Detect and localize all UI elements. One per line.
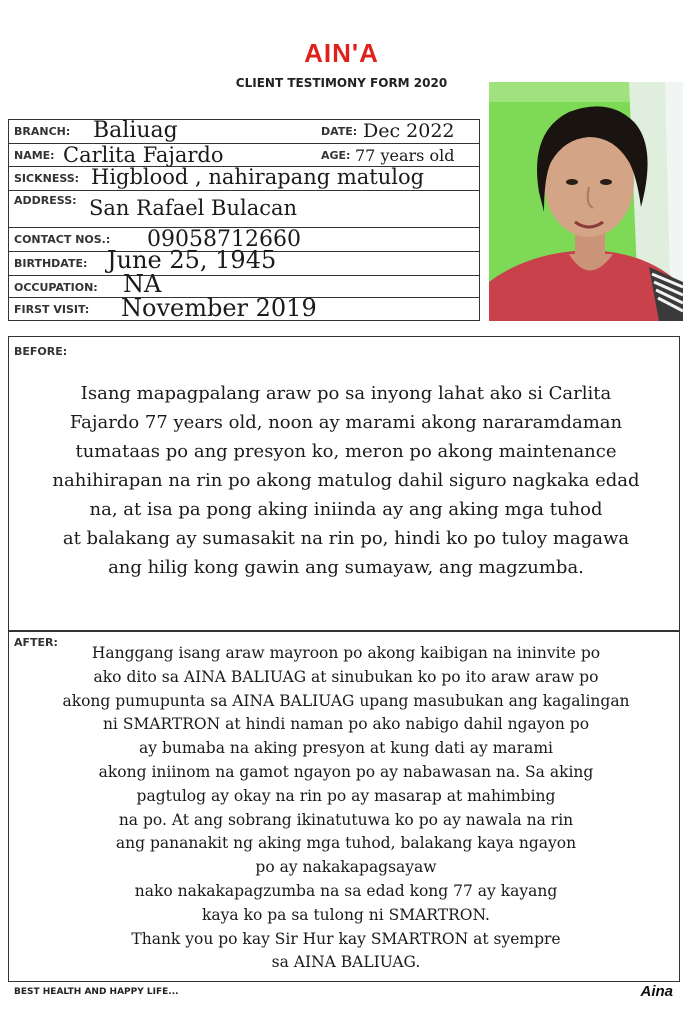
before-text bbox=[1, 379, 683, 582]
date-label: DATE: bbox=[321, 125, 358, 138]
sickness-value: Higblood , nahirapang matulog bbox=[91, 165, 425, 189]
after-line: na po. At ang sobrang ikinatutuwa ko po ay nawala na rin bbox=[118, 810, 574, 829]
after-line: ang pananakit ng aking mga tuhod, balakang kaya ngayon bbox=[115, 834, 577, 853]
occupation-label: OCCUPATION: bbox=[14, 281, 98, 294]
after-line: Thank you po kay Sir Hur kay SMARTRON at syempre bbox=[131, 929, 561, 948]
before-section bbox=[8, 336, 680, 632]
date-value: Dec 2022 bbox=[363, 120, 455, 142]
first-visit-label: FIRST VISIT: bbox=[14, 303, 90, 316]
name-value: Carlita Fajardo bbox=[63, 143, 224, 167]
after-text bbox=[1, 642, 683, 975]
row-first-visit bbox=[9, 294, 479, 322]
after-line: akong iniinom na gamot ngayon po ay nabawasan na. Sa aking bbox=[98, 762, 594, 781]
footer-tagline: BEST HEALTH AND HAPPY LIFE... bbox=[14, 987, 179, 997]
before-line: nahihirapan na rin po akong matulog dahil siguro nagkaka edad bbox=[52, 470, 640, 491]
name-label: NAME: bbox=[14, 149, 55, 162]
contact-label: CONTACT NOS.: bbox=[14, 233, 111, 246]
occupation-value: NA bbox=[123, 270, 162, 298]
row-birthdate bbox=[9, 246, 479, 276]
row-branch-date bbox=[9, 120, 479, 144]
before-line: Isang mapagpalang araw po sa inyong lahat ako si Carlita bbox=[80, 383, 612, 404]
sickness-label: SICKNESS: bbox=[14, 172, 80, 185]
after-line: nako nakakapagzumba na sa edad kong 77 ay kayang bbox=[134, 881, 558, 900]
address-value: San Rafael Bulacan bbox=[89, 196, 298, 220]
after-line: ay bumaba na aking presyon at kung dati ay marami bbox=[139, 739, 553, 758]
aina-logo: AIN'A bbox=[304, 38, 379, 68]
after-line: ni SMARTRON at hindi naman po ako nabigo dahil ngayon po bbox=[102, 715, 590, 734]
before-line: na, at isa pa pong aking iniinda ay ang aking mga tuhod bbox=[89, 499, 603, 520]
client-photo bbox=[489, 82, 683, 321]
contact-value: 09058712660 bbox=[147, 227, 301, 252]
age-label: AGE: bbox=[321, 149, 351, 162]
after-line: akong pumupunta sa AINA BALIUAG upang masubukan ang kagalingan bbox=[62, 691, 630, 710]
footer-brand: Aina bbox=[640, 983, 673, 1000]
after-line: ako dito sa AINA BALIUAG at sinubukan ko po ito araw araw po bbox=[93, 667, 599, 686]
branch-value: Baliuag bbox=[93, 118, 178, 143]
row-name-age bbox=[9, 144, 479, 167]
before-line: at balakang ay sumasakit na rin po, hindi ko po tuloy magawa bbox=[62, 528, 630, 549]
before-line: Fajardo 77 years old, noon ay marami akong nararamdaman bbox=[69, 412, 623, 433]
first-visit-value: November 2019 bbox=[121, 294, 317, 322]
after-line: pagtulog ay okay na rin po ay masarap at mahimbing bbox=[136, 786, 556, 805]
birthdate-value: June 25, 1945 bbox=[107, 246, 277, 274]
row-address bbox=[9, 191, 479, 228]
before-label: BEFORE: bbox=[14, 345, 68, 358]
address-label: ADDRESS: bbox=[14, 194, 77, 207]
after-line: sa AINA BALIUAG. bbox=[271, 953, 421, 972]
client-info-table bbox=[8, 119, 480, 321]
client-portrait-icon bbox=[489, 82, 683, 321]
age-value: 77 years old bbox=[355, 146, 455, 165]
before-line: ang hilig kong gawin ang sumayaw, ang magzumba. bbox=[108, 557, 584, 578]
after-line: po ay nakakapagsayaw bbox=[255, 858, 437, 877]
birthdate-label: BIRTHDATE: bbox=[14, 257, 88, 270]
form-title: CLIENT TESTIMONY FORM 2020 bbox=[235, 76, 448, 90]
after-label: AFTER: bbox=[14, 636, 58, 649]
branch-label: BRANCH: bbox=[14, 125, 71, 138]
after-section bbox=[8, 630, 680, 982]
after-line: Hanggang isang araw mayroon po akong kaibigan na ininvite po bbox=[91, 644, 601, 662]
row-sickness bbox=[9, 167, 479, 191]
before-line: tumataas po ang presyon ko, meron po akong maintenance bbox=[75, 441, 617, 462]
after-line: kaya ko pa sa tulong ni SMARTRON. bbox=[202, 905, 490, 924]
